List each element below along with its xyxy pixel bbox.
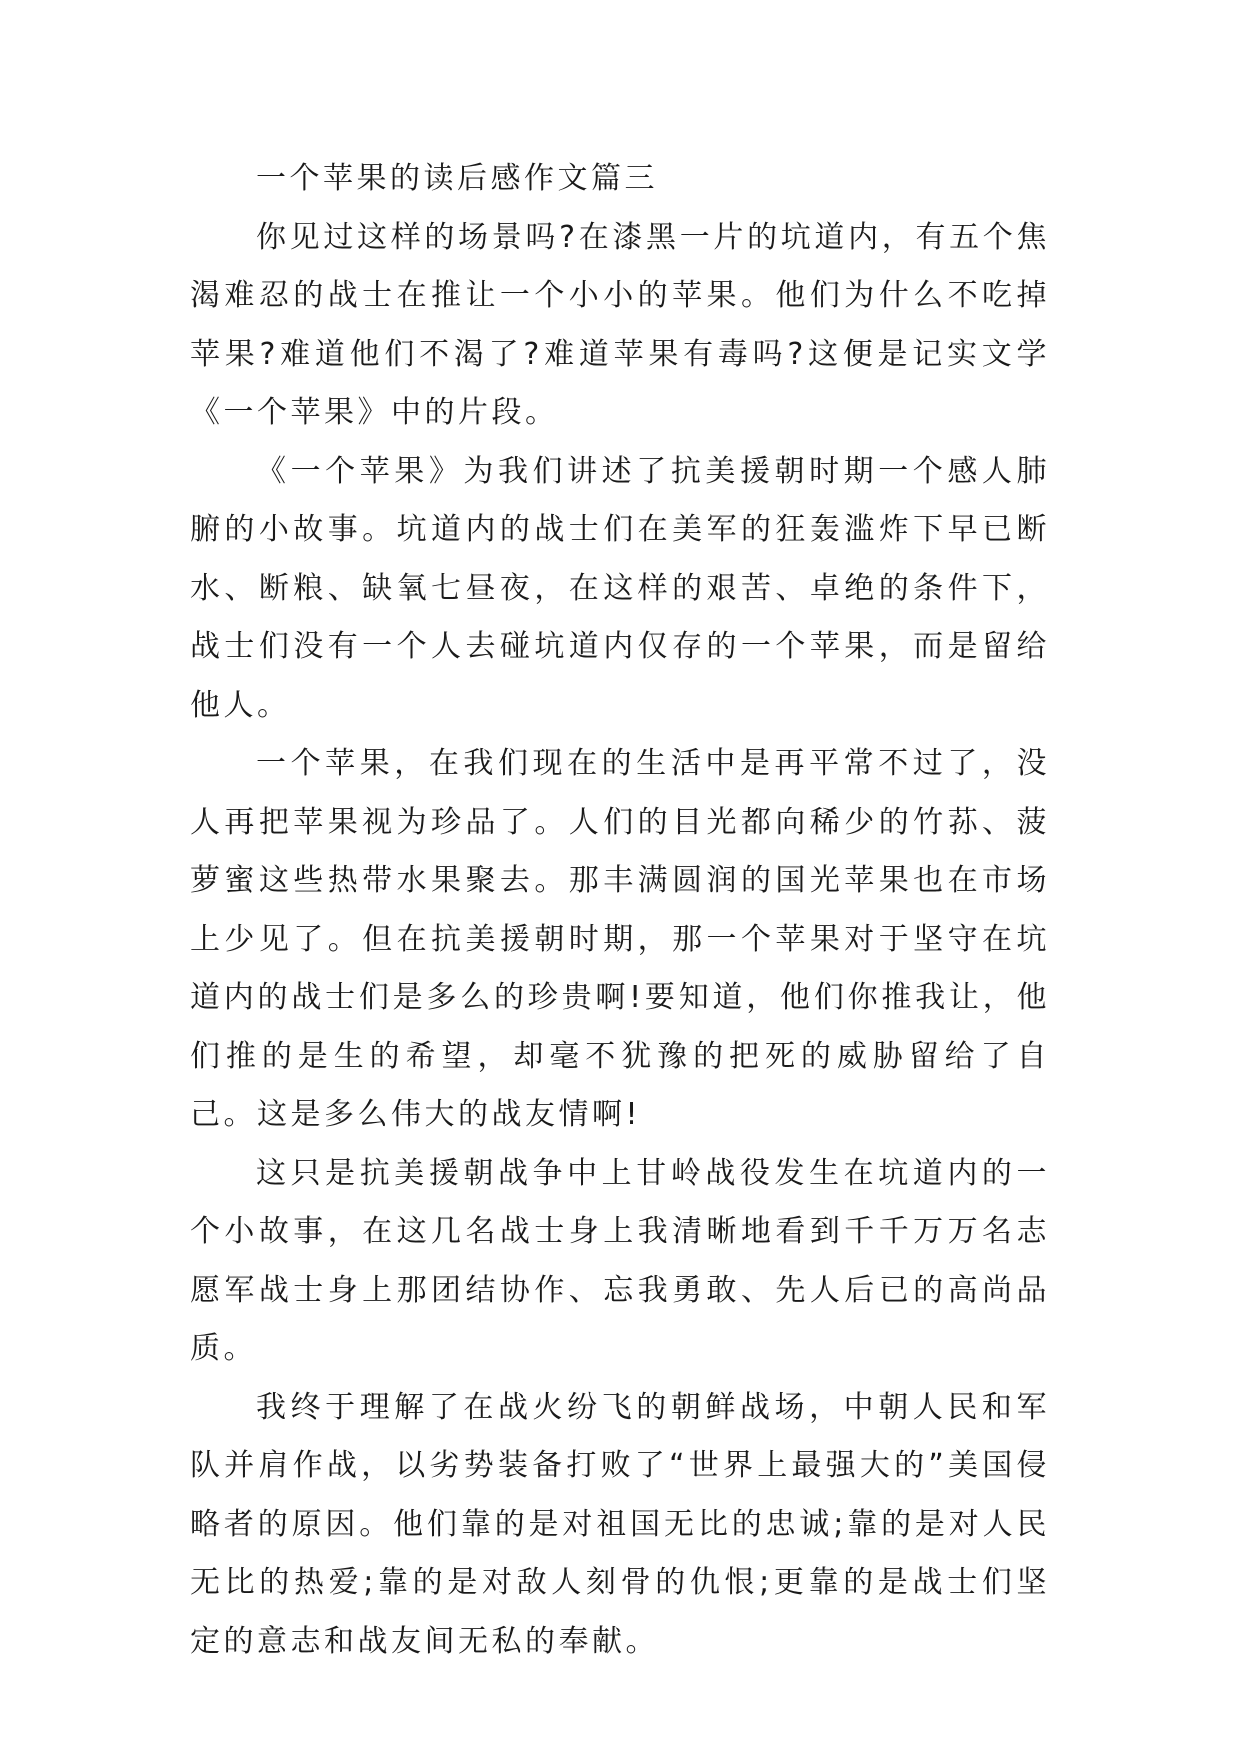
paragraph-5: 我终于理解了在战火纷飞的朝鲜战场，中朝人民和军队并肩作战，以劣势装备打败了“世界上最强大的”美国侵略者的原因。他们靠的是对祖国无比的忠诚;靠的是对人民无比的热爱;靠的是对敌人刻骨的仇恨;更靠的是战士们坚定的意志和战友间无私的奉献。: [190, 1389, 1050, 1659]
paragraph-4: 这只是抗美援朝战争中上甘岭战役发生在坑道内的一个小故事，在这几名战士身上我清晰地看到千千万万名志愿军战士身上那团结协作、忘我勇敢、先人后已的高尚品质。: [190, 1155, 1050, 1366]
document-title: 一个苹果的读后感作文篇三: [256, 161, 658, 196]
document-body: [190, 150, 1050, 1671]
paragraph-3: 一个苹果，在我们现在的生活中是再平常不过了，没人再把苹果视为珍品了。人们的目光都向稀少的竹荪、菠萝蜜这些热带水果聚去。那丰满圆润的国光苹果也在市场上少见了。但在抗美援朝时期，那一个苹果对于坚守在坑道内的战士们是多么的珍贵啊!要知道，他们你推我让，他们推的是生的希望，却毫不犹豫的把死的威胁留给了自己。这是多么伟大的战友情啊!: [190, 746, 1050, 1132]
paragraph-1: 你见过这样的场景吗?在漆黑一片的坑道内，有五个焦渴难忍的战士在推让一个小小的苹果。他们为什么不吃掉苹果?难道他们不渴了?难道苹果有毒吗?这便是记实文学《一个苹果》中的片段。: [190, 219, 1050, 430]
paragraph-2: 《一个苹果》为我们讲述了抗美援朝时期一个感人肺腑的小故事。坑道内的战士们在美军的狂轰滥炸下早已断水、断粮、缺氧七昼夜，在这样的艰苦、卓绝的条件下，战士们没有一个人去碰坑道内仅存的一个苹果，而是留给他人。: [190, 453, 1050, 723]
